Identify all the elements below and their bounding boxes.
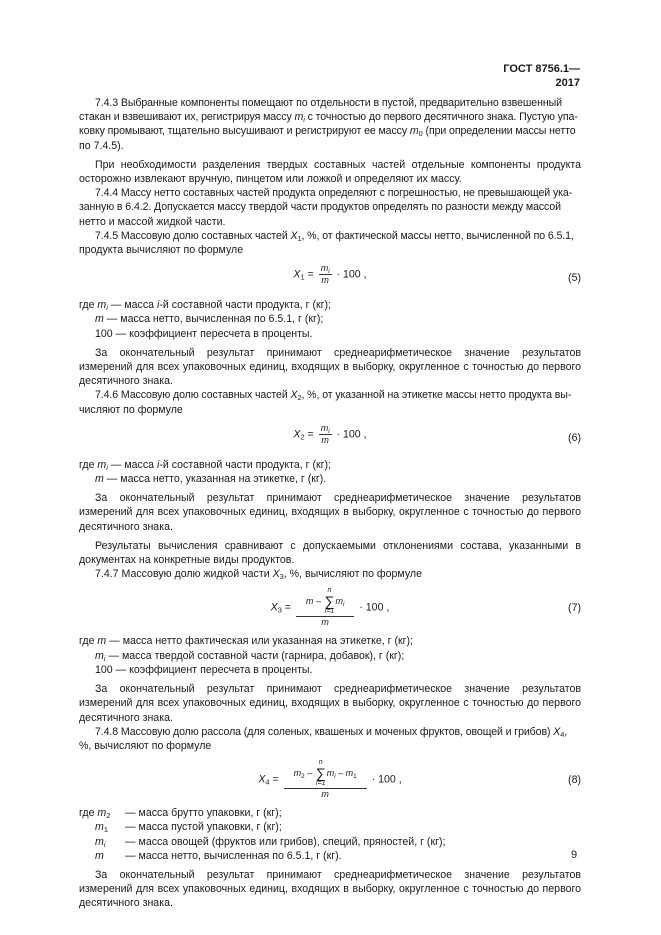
- formula-6-expression: $X_2$ = $\frac{m_i}{m}$ · 100 ,: [293, 422, 367, 445]
- document-body: [79, 96, 581, 911]
- where-8-table: [79, 806, 445, 863]
- formula-8-fraction: $m_2$ – n ∑ $i=1m_i - m_1$ m: [284, 759, 367, 800]
- formula-5-number: (5): [568, 272, 581, 285]
- paragraph-7-4-6-line2: числяют по формуле: [79, 403, 183, 416]
- paragraph-7-4-4-line2: занную в 6.4.2. Допускается массу твердой части продуктов определять по разности между массой: [79, 201, 561, 214]
- page-number: 9: [571, 849, 578, 861]
- where-5-line3: 100 — коэффициент пересчета в проценты.: [95, 327, 313, 340]
- formula-8: [79, 759, 581, 801]
- where-8-row: где $m_2$ — масса брутто упаковки, г (кг);: [79, 807, 282, 821]
- paragraph-7-4-8-line2: %, вычисляют по формуле: [79, 739, 212, 752]
- final-result-4: За окончательный результат принимают среднеарифметическое значение результатов измерений для всех упаковочных единиц, входящих в выборку, округленное с точностью до первого десятичного знака.: [79, 868, 581, 910]
- formula-5-expression: $X_1$ = $\frac{m_i}{m}$ · 100 ,: [293, 263, 367, 286]
- formula-6-fraction: $\frac{m_i}{m}$: [320, 422, 330, 445]
- paragraph-7-4-5-line2: продукта вычисляют по формуле: [79, 244, 244, 257]
- formula-8-number: (8): [568, 774, 581, 787]
- formula-7: [79, 587, 581, 629]
- final-result-2: За окончательный результат принимают среднеарифметическое значение результатов измерений для всех упаковочных единиц, входящих в выборку, округленное с точностью до первого десятичного знака.: [79, 492, 581, 533]
- final-result-1: За окончательный результат принимают среднеарифметическое значение результатов измерений для всех упаковочных единиц, входящих в выборку, округленное с точностью до первого десятичного знака.: [79, 346, 581, 388]
- paragraph-7-4-3-line3: ковку промывают, тщательно высушивают и регистрируют ее массу $m_0$ (при определении массы нетто: [79, 125, 576, 139]
- paragraph-7-4-6-line1: 7.4.6 Массовую долю составных частей $X_2$, %, от указанной на этикетке массы нетто продукта вы-: [95, 389, 572, 403]
- formula-7-fraction: m – n ∑ $i=1m_i$ m: [296, 587, 354, 628]
- formula-8-sum-sign: n ∑ i=1: [315, 759, 326, 788]
- formula-6-number: (6): [568, 431, 581, 444]
- paragraph-7-4-7: 7.4.7 Массовую долю жидкой части $X_3$, %, вычисляют по формуле: [95, 568, 422, 582]
- formula-8-expression: $X_4$ = $m_2$ – n ∑ $i=1m_i - m_1$ m · 100 ,: [258, 759, 402, 800]
- paragraph-7-4-3-line4: по 7.4.5).: [79, 139, 124, 152]
- paragraph-7-4-8-line1: 7.4.8 Массовую долю рассола (для соленых, квашеных и моченых фруктов, овощей и грибов) $X_4$,: [95, 725, 568, 739]
- document-code: ГОСТ 8756.1—2017: [503, 63, 580, 90]
- where-7-line3: 100 — коэффициент пересчета в проценты.: [95, 663, 313, 676]
- where-5-line1: где $m_i$ — масса i-й составной части продукта, г (кг);: [79, 299, 331, 313]
- formula-7-number: (7): [568, 602, 581, 615]
- where-6-line2: m — масса нетто, указанная на этикетке, г (кг).: [95, 473, 327, 486]
- paragraph-7-4-3-line1: 7.4.3 Выбранные компоненты помещают по отдельности в пустой, предварительно взвешенный: [95, 97, 562, 109]
- where-5-line2: m — масса нетто, вычисленная по 6.5.1, г (кг);: [95, 313, 324, 326]
- paragraph-7-4-4-line1: 7.4.4 Массу нетто составных частей продукта определяют с погрешностью, не превышающей ука-: [95, 187, 573, 200]
- where-7-line1: где m — масса нетто фактическая или указанная на этикетке, г (кг);: [79, 635, 413, 648]
- where-8-row: $m_1$ — масса пустой упаковки, г (кг);: [95, 821, 282, 835]
- formula-7-sum-sign: n ∑ i=1: [324, 587, 335, 616]
- results-comparison: Результаты вычисления сравнивают с допускаемыми отклонениями состава, указанными в документах на конкретные виды продуктов.: [79, 539, 581, 567]
- where-8-row: $m_i$ — масса овощей (фруктов или грибов), специй, пряностей, г (кг);: [95, 835, 446, 849]
- where-7-line2: $m_i$ — масса твердой составной части (гарнира, добавок), г (кг);: [95, 649, 405, 663]
- paragraph-7-4-3-line2: стакан и взвешивают их, регистрируя массу $m_i$ с точностью до первого десятичного знака. Пустую упа-: [79, 111, 578, 125]
- formula-5: [79, 263, 581, 293]
- final-result-3: За окончательный результат принимают среднеарифметическое значение результатов измерений для всех упаковочных единиц, входящих в выборку, округленное с точностью до первого десятичного знака.: [79, 683, 581, 724]
- where-8-row: m — масса нетто, вычисленная по 6.5.1, г (кг).: [95, 849, 342, 862]
- paragraph-7-4-3-separation: При необходимости разделения твердых составных частей отдельные компоненты продукта осторожно извлекают вручную, пинцетом или ложкой и определяют их массу.: [79, 158, 581, 186]
- formula-6: [79, 423, 581, 453]
- paragraph-7-4-4-line3: нетто и массой жидкой части.: [79, 215, 226, 228]
- formula-7-expression: $X_3$ = m – n ∑ $i=1m_i$ m · 100 ,: [270, 587, 390, 628]
- where-6-line1: где $m_i$ — масса i-й составной части продукта, г (кг);: [79, 458, 331, 472]
- paragraph-7-4-5-line1: 7.4.5 Массовую долю составных частей $X_1$, %, от фактической массы нетто, вычисленной по 6.5.1,: [95, 229, 574, 243]
- formula-5-fraction: $\frac{m_i}{m}$: [320, 263, 330, 286]
